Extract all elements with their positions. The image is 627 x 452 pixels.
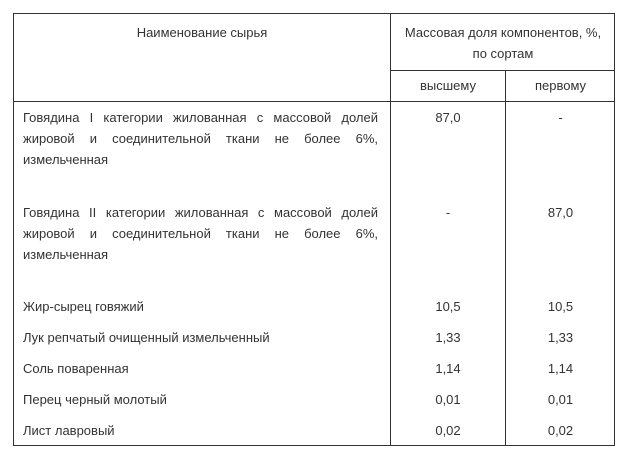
- row-value-highest: 0,01: [435, 392, 461, 407]
- header-name-column: Наименование сырья: [136, 25, 268, 40]
- row-value-highest: 87,0: [435, 110, 461, 125]
- row-value-first: 1,33: [547, 330, 574, 345]
- row-name: Перец черный молотый: [23, 392, 167, 407]
- row-value-first: 1,14: [547, 361, 574, 376]
- row-value-first: -: [558, 110, 563, 125]
- header-grade-highest: высшему: [420, 78, 476, 93]
- row-value-highest: 1,14: [435, 361, 461, 376]
- row-value-highest: 1,33: [435, 330, 461, 345]
- row-value-highest: 10,5: [435, 299, 461, 314]
- row-name: Говядина I категории жилованная с массовой долей жировой и соединительной ткани не более 6%, измельченная: [23, 110, 378, 167]
- header-subdivider: [390, 70, 615, 71]
- row-value-first: 87,0: [547, 205, 574, 220]
- row-name: Говядина II категории жилованная с массовой долей жировой и соединительной ткани не более 6%, измельченная: [23, 205, 378, 262]
- row-name: Лук репчатый очищенный измельченный: [23, 330, 270, 345]
- header-mass-share: Массовая доля компонентов, %, по сортам: [404, 25, 602, 61]
- row-value-first: 0,01: [547, 392, 574, 407]
- row-value-first: 0,02: [547, 423, 574, 438]
- row-name: Соль поваренная: [23, 361, 129, 376]
- row-value-highest: -: [445, 205, 451, 220]
- row-value-first: 10,5: [547, 299, 574, 314]
- row-name: Жир-сырец говяжий: [23, 299, 144, 314]
- header-grade-first: первому: [534, 78, 587, 93]
- row-value-highest: 0,02: [435, 423, 461, 438]
- row-name: Лист лавровый: [23, 423, 115, 438]
- header-bottom-rule: [13, 101, 615, 102]
